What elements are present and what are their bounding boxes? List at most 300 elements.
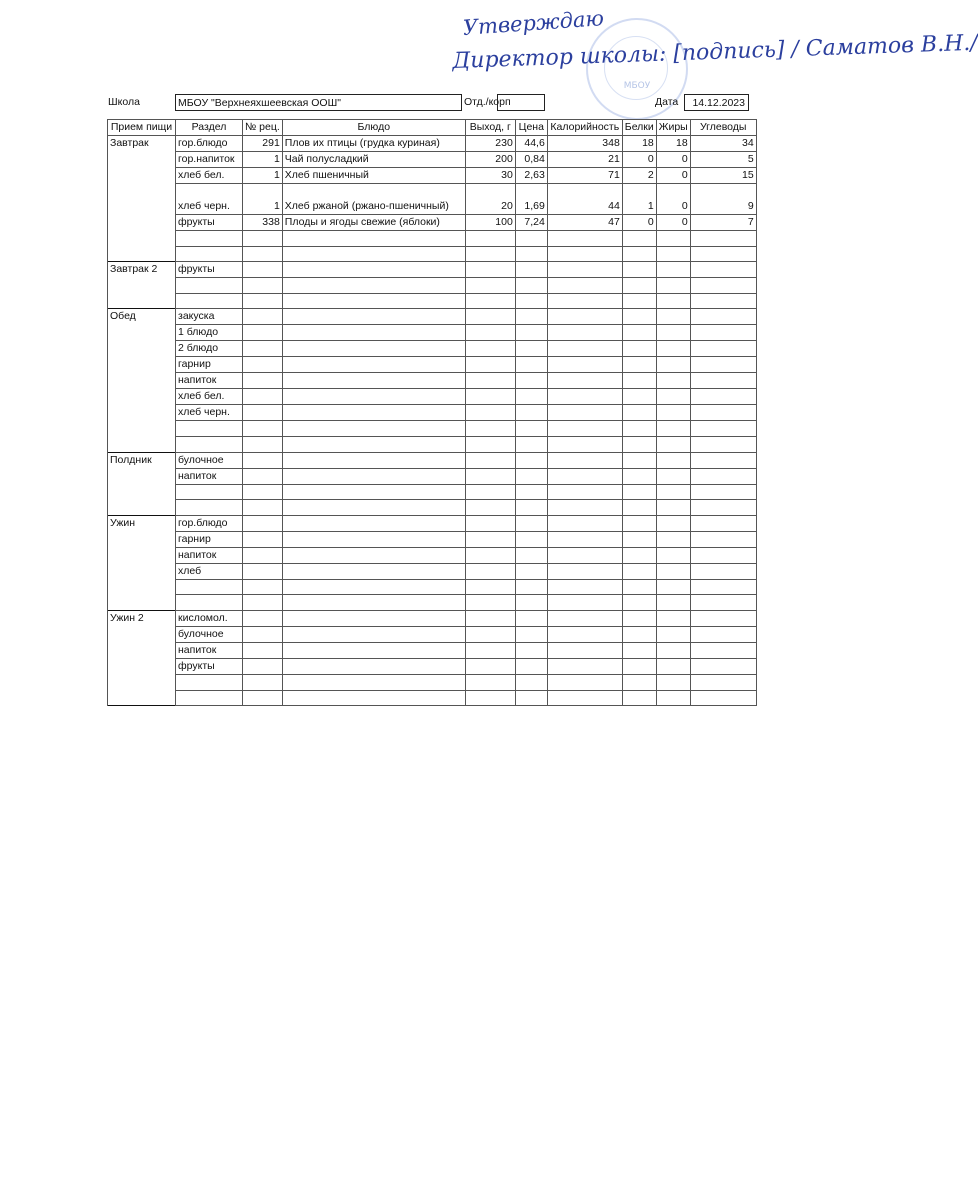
cell-fat [656, 452, 690, 468]
table-row [108, 373, 757, 389]
cell-out [465, 579, 515, 595]
cell-dish [282, 436, 465, 452]
cell-section: кисломол. [176, 610, 243, 626]
table-row [108, 626, 757, 642]
cell-cal [547, 658, 622, 674]
table-row [108, 531, 757, 547]
cell-prot [622, 436, 656, 452]
cell-rec [243, 642, 283, 658]
cell-prot [622, 468, 656, 484]
dept-label: Отд./корп [464, 96, 511, 108]
cell-cal [547, 690, 622, 706]
cell-out [465, 595, 515, 611]
cell-cal [547, 547, 622, 563]
table-row [108, 610, 757, 626]
cell-fat [656, 579, 690, 595]
cell-price [515, 531, 547, 547]
cell-prot [622, 500, 656, 516]
cell-rec [243, 293, 283, 309]
cell-fat [656, 309, 690, 325]
cell-price [515, 293, 547, 309]
cell-section: гор.блюдо [176, 136, 243, 152]
meal-cell [108, 325, 176, 341]
cell-fat [656, 500, 690, 516]
table-row [108, 184, 757, 215]
cell-rec [243, 674, 283, 690]
meal-cell [108, 357, 176, 373]
cell-cal [547, 357, 622, 373]
cell-prot: 0 [622, 215, 656, 231]
cell-fat [656, 610, 690, 626]
cell-section: напиток [176, 373, 243, 389]
cell-section [176, 500, 243, 516]
cell-rec [243, 500, 283, 516]
cell-rec [243, 658, 283, 674]
column-header: Прием пищи [108, 120, 176, 136]
cell-out [465, 262, 515, 278]
cell-rec [243, 357, 283, 373]
menu-table [107, 119, 757, 706]
cell-out: 20 [465, 184, 515, 215]
meal-cell [108, 152, 176, 168]
cell-carb [690, 293, 756, 309]
cell-cal [547, 642, 622, 658]
cell-section [176, 484, 243, 500]
cell-price [515, 421, 547, 437]
table-row [108, 484, 757, 500]
cell-section: булочное [176, 626, 243, 642]
cell-carb [690, 325, 756, 341]
cell-rec [243, 579, 283, 595]
cell-carb [690, 500, 756, 516]
cell-fat: 0 [656, 184, 690, 215]
cell-rec: 1 [243, 184, 283, 215]
cell-dish [282, 563, 465, 579]
school-label: Школа [108, 96, 140, 108]
cell-section: хлеб черн. [176, 184, 243, 215]
cell-dish [282, 389, 465, 405]
cell-cal [547, 405, 622, 421]
table-row [108, 421, 757, 437]
cell-rec: 291 [243, 136, 283, 152]
cell-rec [243, 610, 283, 626]
cell-out [465, 357, 515, 373]
cell-fat [656, 231, 690, 247]
cell-cal [547, 579, 622, 595]
cell-section: булочное [176, 452, 243, 468]
meal-cell [108, 674, 176, 690]
cell-price [515, 373, 547, 389]
cell-section [176, 436, 243, 452]
cell-price [515, 309, 547, 325]
cell-dish [282, 500, 465, 516]
cell-section [176, 674, 243, 690]
cell-price: 1,69 [515, 184, 547, 215]
table-row [108, 293, 757, 309]
cell-carb [690, 421, 756, 437]
cell-dish [282, 293, 465, 309]
cell-price [515, 626, 547, 642]
cell-carb [690, 231, 756, 247]
cell-rec [243, 325, 283, 341]
cell-price [515, 357, 547, 373]
cell-rec [243, 595, 283, 611]
cell-fat [656, 515, 690, 531]
cell-section [176, 231, 243, 247]
cell-price [515, 389, 547, 405]
cell-prot [622, 405, 656, 421]
table-row [108, 215, 757, 231]
column-header: Калорийность [547, 120, 622, 136]
cell-prot: 1 [622, 184, 656, 215]
meal-cell [108, 373, 176, 389]
cell-prot [622, 595, 656, 611]
cell-dish: Хлеб пшеничный [282, 168, 465, 184]
cell-prot [622, 231, 656, 247]
table-row [108, 309, 757, 325]
table-row [108, 341, 757, 357]
cell-rec: 338 [243, 215, 283, 231]
cell-fat [656, 278, 690, 294]
cell-cal [547, 309, 622, 325]
director-signature-line: Директор школы: [подпись] / Саматов В.Н./ [452, 30, 978, 74]
cell-prot [622, 547, 656, 563]
cell-prot [622, 484, 656, 500]
cell-section: гарнир [176, 531, 243, 547]
cell-prot [622, 325, 656, 341]
cell-carb [690, 595, 756, 611]
cell-prot [622, 642, 656, 658]
cell-carb [690, 531, 756, 547]
cell-dish [282, 325, 465, 341]
cell-dish [282, 357, 465, 373]
cell-out [465, 325, 515, 341]
cell-price [515, 515, 547, 531]
meal-cell [108, 642, 176, 658]
cell-section [176, 690, 243, 706]
cell-carb: 34 [690, 136, 756, 152]
cell-cal [547, 674, 622, 690]
cell-rec [243, 690, 283, 706]
cell-rec [243, 246, 283, 262]
meal-cell [108, 168, 176, 184]
cell-out [465, 278, 515, 294]
cell-section: гор.напиток [176, 152, 243, 168]
cell-carb [690, 690, 756, 706]
cell-cal [547, 325, 622, 341]
cell-section [176, 579, 243, 595]
cell-price: 0,84 [515, 152, 547, 168]
cell-fat [656, 626, 690, 642]
cell-rec [243, 421, 283, 437]
cell-carb [690, 642, 756, 658]
cell-section: гарнир [176, 357, 243, 373]
cell-prot: 2 [622, 168, 656, 184]
cell-carb [690, 484, 756, 500]
meal-cell [108, 579, 176, 595]
cell-rec [243, 563, 283, 579]
cell-dish [282, 547, 465, 563]
cell-price [515, 500, 547, 516]
meal-cell [108, 421, 176, 437]
cell-carb [690, 309, 756, 325]
table-row [108, 563, 757, 579]
cell-prot [622, 579, 656, 595]
table-row [108, 674, 757, 690]
cell-fat: 18 [656, 136, 690, 152]
cell-prot [622, 658, 656, 674]
meal-cell [108, 468, 176, 484]
cell-rec [243, 515, 283, 531]
cell-cal [547, 373, 622, 389]
cell-section [176, 293, 243, 309]
table-row [108, 278, 757, 294]
cell-cal: 348 [547, 136, 622, 152]
cell-price [515, 246, 547, 262]
cell-prot [622, 357, 656, 373]
cell-cal [547, 341, 622, 357]
meal-name: Ужин [108, 515, 176, 531]
cell-prot [622, 674, 656, 690]
cell-section: хлеб бел. [176, 389, 243, 405]
meal-cell [108, 531, 176, 547]
cell-carb [690, 357, 756, 373]
approval-handwriting: Утверждаю [462, 6, 605, 40]
column-header: Выход, г [465, 120, 515, 136]
cell-out [465, 674, 515, 690]
cell-cal [547, 389, 622, 405]
cell-cal: 47 [547, 215, 622, 231]
cell-carb [690, 389, 756, 405]
cell-prot: 18 [622, 136, 656, 152]
cell-out [465, 421, 515, 437]
cell-cal [547, 231, 622, 247]
table-row [108, 579, 757, 595]
cell-prot [622, 421, 656, 437]
cell-fat [656, 484, 690, 500]
cell-carb [690, 405, 756, 421]
cell-carb [690, 341, 756, 357]
cell-section: хлеб черн. [176, 405, 243, 421]
cell-cal [547, 452, 622, 468]
meal-cell [108, 215, 176, 231]
cell-fat [656, 341, 690, 357]
cell-carb [690, 563, 756, 579]
cell-fat: 0 [656, 168, 690, 184]
cell-carb: 9 [690, 184, 756, 215]
cell-prot [622, 515, 656, 531]
cell-fat [656, 547, 690, 563]
cell-fat [656, 563, 690, 579]
cell-prot [622, 341, 656, 357]
cell-rec [243, 389, 283, 405]
meal-cell [108, 500, 176, 516]
column-header: № рец. [243, 120, 283, 136]
cell-price [515, 674, 547, 690]
table-body [108, 136, 757, 706]
cell-prot: 0 [622, 152, 656, 168]
cell-cal [547, 246, 622, 262]
cell-out [465, 341, 515, 357]
cell-fat [656, 293, 690, 309]
cell-prot [622, 563, 656, 579]
cell-cal [547, 515, 622, 531]
date-field: 14.12.2023 [684, 94, 749, 111]
table-row [108, 515, 757, 531]
cell-section: 1 блюдо [176, 325, 243, 341]
cell-cal [547, 531, 622, 547]
cell-section: гор.блюдо [176, 515, 243, 531]
cell-carb: 15 [690, 168, 756, 184]
cell-price [515, 610, 547, 626]
cell-prot [622, 278, 656, 294]
cell-prot [622, 389, 656, 405]
menu-header [107, 94, 750, 111]
cell-prot [622, 293, 656, 309]
cell-prot [622, 373, 656, 389]
cell-out [465, 547, 515, 563]
table-row [108, 325, 757, 341]
cell-section: хлеб [176, 563, 243, 579]
cell-dish [282, 595, 465, 611]
cell-rec [243, 373, 283, 389]
table-header-row [108, 120, 757, 136]
cell-rec [243, 341, 283, 357]
cell-carb [690, 626, 756, 642]
cell-price [515, 231, 547, 247]
cell-price [515, 468, 547, 484]
cell-out [465, 436, 515, 452]
table-row [108, 389, 757, 405]
cell-rec [243, 484, 283, 500]
cell-price [515, 595, 547, 611]
cell-price [515, 690, 547, 706]
cell-price [515, 658, 547, 674]
cell-out [465, 246, 515, 262]
cell-rec [243, 309, 283, 325]
meal-cell [108, 626, 176, 642]
cell-cal: 71 [547, 168, 622, 184]
cell-dish [282, 626, 465, 642]
cell-rec [243, 468, 283, 484]
school-name-field: МБОУ "Верхнеяхшеевская ООШ" [175, 94, 462, 111]
table-row [108, 152, 757, 168]
cell-rec [243, 231, 283, 247]
cell-carb: 7 [690, 215, 756, 231]
cell-dish [282, 231, 465, 247]
cell-fat [656, 531, 690, 547]
cell-fat [656, 436, 690, 452]
cell-price [515, 278, 547, 294]
cell-fat: 0 [656, 152, 690, 168]
cell-out [465, 563, 515, 579]
cell-out [465, 231, 515, 247]
cell-price: 2,63 [515, 168, 547, 184]
cell-out [465, 500, 515, 516]
cell-carb [690, 579, 756, 595]
cell-dish [282, 690, 465, 706]
cell-carb [690, 658, 756, 674]
cell-dish [282, 341, 465, 357]
cell-price [515, 325, 547, 341]
table-row [108, 642, 757, 658]
meal-cell [108, 341, 176, 357]
cell-carb [690, 468, 756, 484]
column-header: Жиры [656, 120, 690, 136]
cell-out [465, 389, 515, 405]
cell-section: напиток [176, 547, 243, 563]
cell-carb [690, 515, 756, 531]
cell-carb [690, 262, 756, 278]
cell-out [465, 405, 515, 421]
cell-cal [547, 500, 622, 516]
cell-cal [547, 626, 622, 642]
cell-section: фрукты [176, 658, 243, 674]
cell-dish [282, 452, 465, 468]
cell-section: закуска [176, 309, 243, 325]
meal-cell [108, 293, 176, 309]
cell-rec [243, 452, 283, 468]
cell-fat [656, 389, 690, 405]
cell-carb [690, 278, 756, 294]
cell-rec [243, 547, 283, 563]
cell-cal [547, 563, 622, 579]
cell-carb [690, 610, 756, 626]
meal-name: Завтрак [108, 136, 176, 152]
cell-section: фрукты [176, 215, 243, 231]
cell-carb [690, 547, 756, 563]
meal-cell [108, 658, 176, 674]
cell-cal [547, 436, 622, 452]
meal-cell [108, 278, 176, 294]
column-header: Цена [515, 120, 547, 136]
cell-out [465, 626, 515, 642]
column-header: Блюдо [282, 120, 465, 136]
cell-dish [282, 642, 465, 658]
cell-prot [622, 610, 656, 626]
cell-price [515, 436, 547, 452]
column-header: Белки [622, 120, 656, 136]
cell-out: 200 [465, 152, 515, 168]
cell-carb [690, 452, 756, 468]
cell-rec [243, 436, 283, 452]
cell-cal [547, 468, 622, 484]
cell-fat [656, 246, 690, 262]
cell-fat [656, 658, 690, 674]
table-row [108, 500, 757, 516]
cell-prot [622, 309, 656, 325]
cell-out [465, 610, 515, 626]
table-row [108, 436, 757, 452]
cell-out [465, 373, 515, 389]
table-row [108, 357, 757, 373]
cell-cal [547, 278, 622, 294]
table-row [108, 246, 757, 262]
cell-price [515, 452, 547, 468]
cell-dish [282, 484, 465, 500]
cell-section [176, 421, 243, 437]
meal-cell [108, 690, 176, 706]
cell-out: 30 [465, 168, 515, 184]
meal-cell [108, 246, 176, 262]
cell-prot [622, 690, 656, 706]
table-row [108, 231, 757, 247]
cell-dish [282, 262, 465, 278]
meal-name: Обед [108, 309, 176, 325]
cell-out [465, 484, 515, 500]
stamp-text: МБОУ [623, 81, 651, 91]
meal-cell [108, 231, 176, 247]
